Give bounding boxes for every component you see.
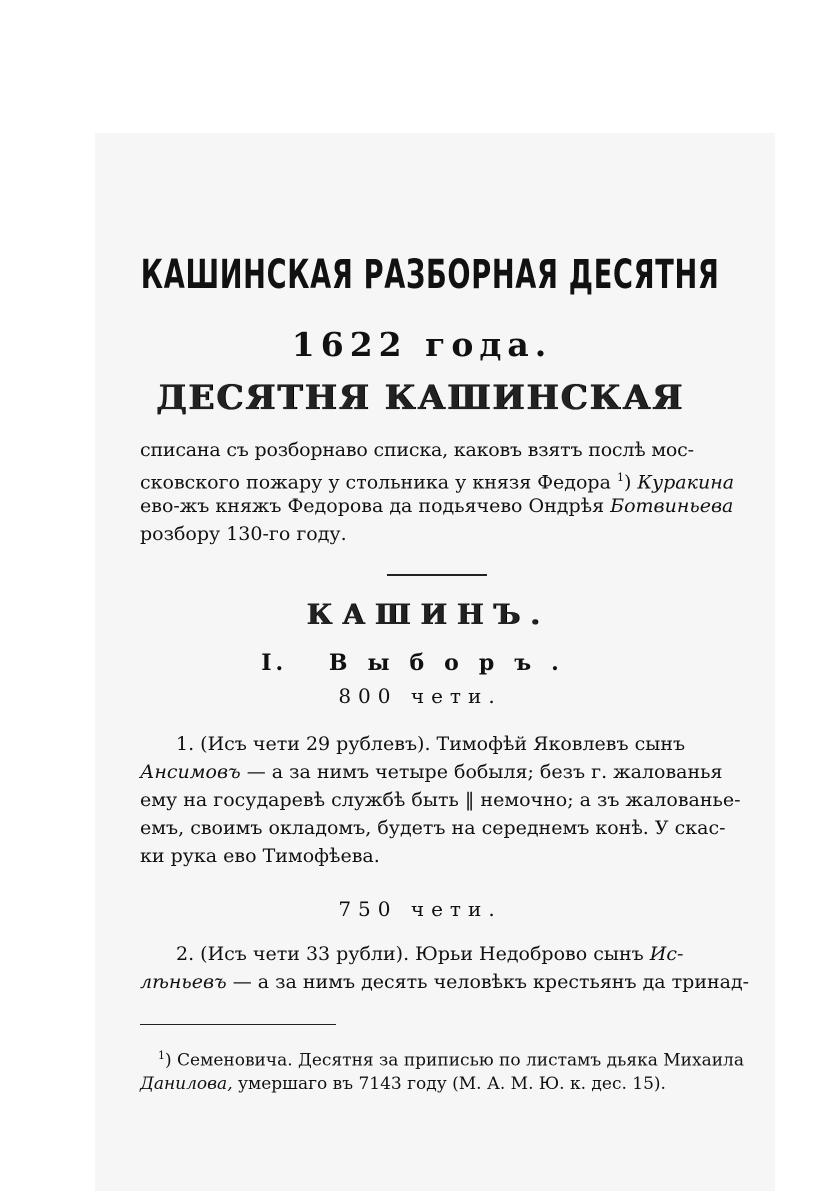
document-title: КАШИНСКАЯ РАЗБОРНАЯ ДЕСЯТНЯ — [140, 252, 720, 298]
entry-2-line-2-text: — а за нимъ десять человѣкъ крестьянъ да тринад- — [226, 971, 750, 993]
intro-line-1: списана съ розборнаво списка, каковъ взятъ послѣ мос- — [140, 439, 694, 461]
cheti-800-heading: 800 чети. — [338, 684, 502, 708]
entry-2-line-1-text: 2. (Исъ чети 33 рубли). Юрьи Недоброво сынъ — [176, 943, 650, 965]
intro-name-botvinyev: Ботвиньева — [610, 495, 734, 517]
intro-name-kurakin: Куракина — [637, 471, 735, 494]
section-heading: КАШИНЪ. — [306, 598, 550, 631]
entry-1-surname: Ансимовъ — [140, 761, 241, 783]
intro-line-2-paren: ) — [623, 471, 638, 494]
footnote-marker: 1 — [158, 1049, 165, 1062]
intro-line-3 — [140, 492, 733, 520]
subsection-heading — [0, 650, 840, 676]
document-subtitle: ДЕСЯТНЯ КАШИНСКАЯ — [155, 378, 685, 418]
intro-line-2-text: сковского пожару у стольника у князя Федора — [140, 471, 617, 494]
entry-1 — [140, 730, 740, 875]
section-divider — [387, 574, 487, 576]
intro-line-3-text: ево-жъ княжъ Федорова да подьячево Ондрѣя — [140, 495, 611, 517]
footnote-divider — [140, 1024, 336, 1025]
intro-line-4: розбору 130-го году. — [140, 523, 347, 545]
entry-2-surname-start: Ис- — [649, 943, 684, 965]
subsection-label: Выборъ. — [328, 650, 579, 676]
intro-paragraph — [140, 436, 740, 556]
footnote — [140, 1042, 744, 1102]
document-year: 1622 года. — [291, 325, 553, 364]
entry-1-line-1: 1. (Исъ чети 29 рублевъ). Тимофѣй Яковлевъ сынъ — [176, 733, 686, 755]
entry-1-line-4: емъ, своимъ окладомъ, будетъ на середнемъ конѣ. У скас- — [140, 817, 726, 839]
entry-1-line-5: ки рука ево Тимофѣева. — [140, 845, 380, 867]
entry-2-line-2 — [140, 968, 749, 996]
footnote-line-2-text: умершаго въ 7143 году (М. А. М. Ю. к. дес. 15). — [232, 1074, 666, 1094]
entry-2-line-1 — [176, 940, 683, 968]
footnote-name: Данилова, — [140, 1074, 233, 1094]
cheti-750-heading: 750 чети. — [338, 897, 502, 921]
footnote-line-2 — [140, 1070, 666, 1098]
entry-2-surname-end: лѣньевъ — [140, 971, 227, 993]
footnote-ref-marker: 1 — [616, 471, 624, 484]
entry-1-line-2-text: — а за нимъ четыре бобыля; безъ г. жалованья — [240, 761, 723, 783]
footnote-line-1-text: ) Семеновича. Десятня за приписью по листамъ дьяка Михаила — [165, 1050, 744, 1071]
entry-1-line-2 — [140, 758, 722, 786]
entry-2 — [140, 940, 750, 1000]
subsection-numeral: I. — [261, 650, 288, 676]
entry-1-line-3: ему на государевѣ службѣ быть ‖ немочно; а зъ жалованье- — [140, 789, 741, 811]
